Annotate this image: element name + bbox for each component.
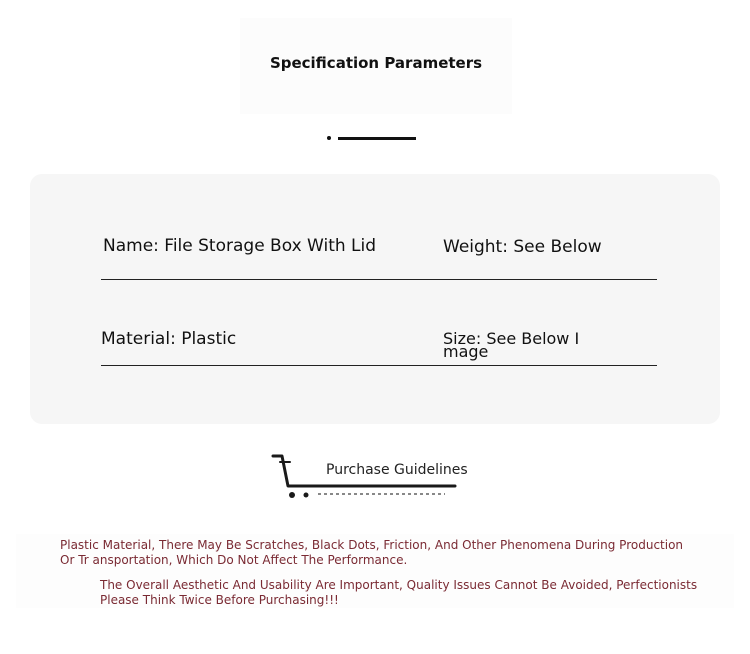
- spec-row-divider: [101, 279, 657, 280]
- notice-line-1: Plastic Material, There May Be Scratches, Black Dots, Friction, And Other Phenomena During Production Or Tr ansportation, Which Do Not Affect The Performance.: [60, 538, 684, 567]
- spec-name: Name: File Storage Box With Lid: [103, 236, 377, 256]
- page-title: [240, 18, 512, 114]
- spec-row-divider: [101, 365, 657, 366]
- specification-panel: [30, 174, 720, 424]
- spec-size: Size: See Below I mage: [443, 329, 580, 361]
- purchase-guidelines-banner: [270, 448, 480, 506]
- notice-line-2: The Overall Aesthetic And Usability Are Important, Quality Issues Cannot Be Avoided, Perfectionists Please Think Twice Before Purchasing!!!: [100, 578, 698, 607]
- purchase-guidelines-label: Purchase Guidelines: [326, 462, 468, 478]
- divider-dot: [327, 136, 331, 140]
- spec-material: Material: Plastic: [101, 329, 237, 349]
- spec-weight: Weight: See Below: [443, 237, 602, 257]
- divider-bar: [338, 137, 416, 140]
- page-title-text: Specification Parameters: [269, 54, 483, 72]
